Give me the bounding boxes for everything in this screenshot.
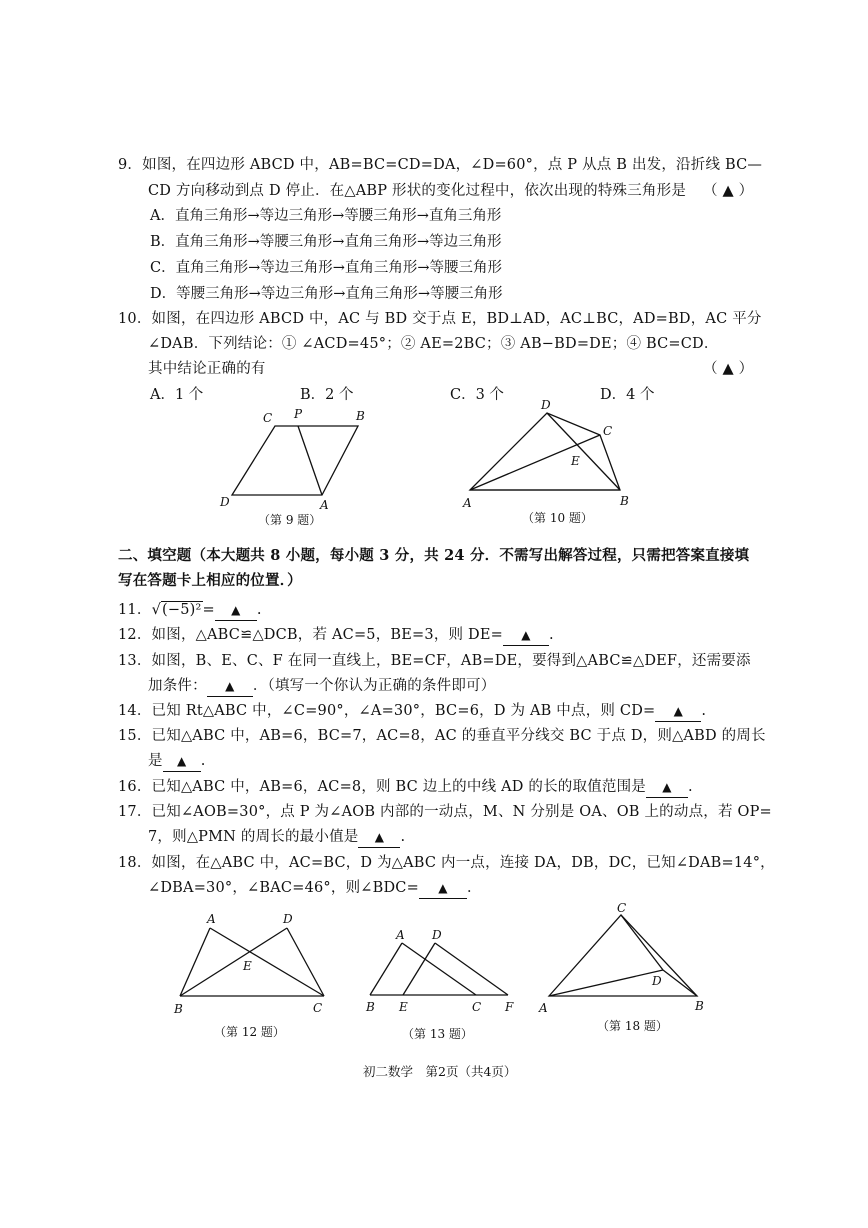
q16: 16．已知△ABC 中，AB=6，AC=8，则 BC 边上的中线 AD 的长的取值范围是 ▲ .	[118, 777, 693, 798]
fig13-side-df	[435, 943, 508, 995]
fig13-label-a: A	[396, 928, 405, 942]
fig12-label-a: A	[207, 912, 216, 926]
fig12-label-d: D	[283, 912, 293, 926]
page-footer: 初二数学 第2页（共4页）	[363, 1064, 517, 1079]
q10-line1: 10．如图，在四边形 ABCD 中，AC 与 BD 交于点 E，BD⊥AD，AC⊥BC，AD=BD，AC 平分	[118, 311, 762, 327]
q10-line2: ∠DAB．下列结论：① ∠ACD=45°；② AE=2BC；③ AB−BD=DE；④ BC=CD．	[148, 336, 719, 352]
fig12-side-db	[180, 928, 287, 996]
q12-text: 12．如图，△ABC≌△DCB，若 AC=5，BE=3，则 DE=	[118, 627, 504, 643]
q16-text: 16．已知△ABC 中，AB=6，AC=8，则 BC 边上的中线 AD 的长的取值范围是	[118, 779, 646, 795]
fig13-side-de	[403, 943, 435, 995]
q9-option-b: B．直角三角形→等腰三角形→直角三角形→等边三角形	[150, 234, 502, 250]
fig10-diagonal-ac	[470, 435, 600, 490]
q13-line2: 加条件： ▲ ．（填写一个你认为正确的条件即可）	[148, 676, 495, 697]
fig18-segment-db	[663, 970, 697, 996]
q10-option-c: C．3 个	[450, 387, 504, 403]
q10-answer-mark: （ ▲ ）	[703, 361, 754, 377]
q16-answer-blank: ▲	[646, 777, 688, 798]
fig9-rhombus	[232, 426, 358, 495]
q10-option-d: D．4 个	[600, 387, 655, 403]
fig18-triangle-abc	[549, 915, 697, 996]
fig10-quadrilateral	[470, 413, 620, 490]
fig18-segment-dc	[621, 915, 663, 970]
fig13-side-ac	[402, 943, 476, 995]
figure-q18	[535, 900, 715, 1015]
q18-line2: ∠DBA=30°，∠BAC=46°，则∠BDC= ▲ ．	[148, 878, 482, 899]
fig9-label-a: A	[320, 498, 329, 512]
fig18-label-c: C	[617, 901, 627, 915]
q17-answer-blank: ▲	[358, 827, 400, 848]
fig12-caption: （第 12 题）	[214, 1025, 285, 1039]
q10-option-b: B．2 个	[300, 387, 354, 403]
q10-option-a: A．1 个	[150, 387, 204, 403]
figure-q10	[455, 395, 630, 510]
fig12-side-ac	[210, 928, 324, 996]
fig18-label-d: D	[652, 974, 662, 988]
fig13-label-e: E	[399, 1000, 408, 1014]
section2-heading-line1: 二、填空题（本大题共 8 小题，每小题 3 分，共 24 分．不需写出解答过程，只需把答案直接填	[118, 547, 750, 564]
q15-line1: 15．已知△ABC 中，AB=6，BC=7，AC=8，AC 的垂直平分线交 BC 于点 D，则△ABD 的周长	[118, 728, 766, 744]
fig9-label-d: D	[220, 495, 230, 509]
q9-line1: 9．如图，在四边形 ABCD 中，AB=BC=CD=DA，∠D=60°，点 P 从点 B 出发，沿折线 BC—	[118, 157, 763, 173]
q9-option-a: A．直角三角形→等边三角形→等腰三角形→直角三角形	[150, 208, 502, 224]
fig10-label-d: D	[541, 398, 551, 412]
fig12-label-c: C	[313, 1001, 323, 1015]
figure-q12	[172, 910, 337, 1020]
fig18-caption: （第 18 题）	[597, 1019, 668, 1033]
fig9-label-c: C	[263, 411, 273, 425]
q11-equals: =	[202, 602, 215, 618]
q14-answer-blank: ▲	[655, 701, 701, 722]
q12: 12．如图，△ABC≌△DCB，若 AC=5，BE=3，则 DE= ▲ .	[118, 625, 554, 646]
q11-number: 11．	[118, 602, 152, 618]
q18-line1: 18．如图，在△ABC 中，AC=BC，D 为△ABC 内一点，连接 DA，DB，DC，已知∠DAB=14°，	[118, 855, 775, 871]
q9-line2: CD 方向移动到点 D 停止．在△ABP 形状的变化过程中，依次出现的特殊三角形是	[148, 183, 687, 199]
fig12-label-b: B	[174, 1002, 183, 1016]
q11-radicand: (−5)²	[162, 602, 202, 618]
fig13-label-b: B	[366, 1000, 375, 1014]
fig18-label-b: B	[695, 999, 704, 1013]
fig10-label-a: A	[463, 496, 472, 510]
figure-q13	[360, 925, 525, 1020]
fig18-label-a: A	[539, 1001, 548, 1015]
q17-line1: 17．已知∠AOB=30°，点 P 为∠AOB 内部的一动点，M、N 分别是 OA、OB 上的动点，若 OP=	[118, 804, 772, 820]
fig13-side-ab	[370, 943, 402, 995]
fig13-caption: （第 13 题）	[402, 1027, 473, 1041]
section2-heading-line2: 写在答题卡上相应的位置．）	[118, 572, 302, 589]
fig10-label-c: C	[603, 424, 613, 438]
fig10-caption: （第 10 题）	[522, 511, 593, 525]
fig13-label-d: D	[432, 928, 442, 942]
q13-answer-blank: ▲	[207, 676, 253, 697]
fig12-label-e: E	[243, 959, 252, 973]
q9-option-c: C．直角三角形→等边三角形→直角三角形→等腰三角形	[150, 260, 503, 276]
q9-answer-mark: （ ▲ ）	[703, 183, 754, 199]
fig9-label-p: P	[294, 407, 303, 421]
q18-answer-blank: ▲	[419, 878, 467, 899]
fig9-label-b: B	[356, 409, 365, 423]
q14-text: 14．已知 Rt△ABC 中，∠C=90°，∠A=30°，BC=6，D 为 AB 中点，则 CD=	[118, 703, 656, 719]
q17-line2: 7，则△PMN 的周长的最小值是 ▲ .	[148, 827, 405, 848]
figure-q9	[210, 400, 370, 510]
fig13-label-f: F	[505, 1000, 514, 1014]
q11-answer-blank: ▲	[215, 600, 257, 621]
q11-sqrt: √(−5)²	[151, 602, 202, 618]
q15-answer-blank: ▲	[163, 751, 201, 772]
q15-line2: 是 ▲ .	[148, 751, 206, 772]
q12-answer-blank: ▲	[503, 625, 549, 646]
fig18-segment-da	[549, 970, 663, 996]
q11: 11．√(−5)²= ▲ .	[118, 600, 262, 621]
q10-line3: 其中结论正确的有	[148, 361, 266, 377]
fig9-segment-ap	[298, 426, 322, 495]
fig9-caption: （第 9 题）	[258, 513, 322, 527]
fig12-side-dc	[287, 928, 324, 996]
q9-option-d: D．等腰三角形→等边三角形→直角三角形→等腰三角形	[150, 286, 503, 302]
fig13-label-c: C	[472, 1000, 482, 1014]
q13-line1: 13．如图，B、E、C、F 在同一直线上，BE=CF，AB=DE，要得到△ABC≌△DEF，还需要添	[118, 653, 751, 669]
fig10-label-b: B	[620, 494, 629, 508]
fig10-label-e: E	[571, 454, 580, 468]
q14: 14．已知 Rt△ABC 中，∠C=90°，∠A=30°，BC=6，D 为 AB 中点，则 CD= ▲ .	[118, 701, 706, 722]
